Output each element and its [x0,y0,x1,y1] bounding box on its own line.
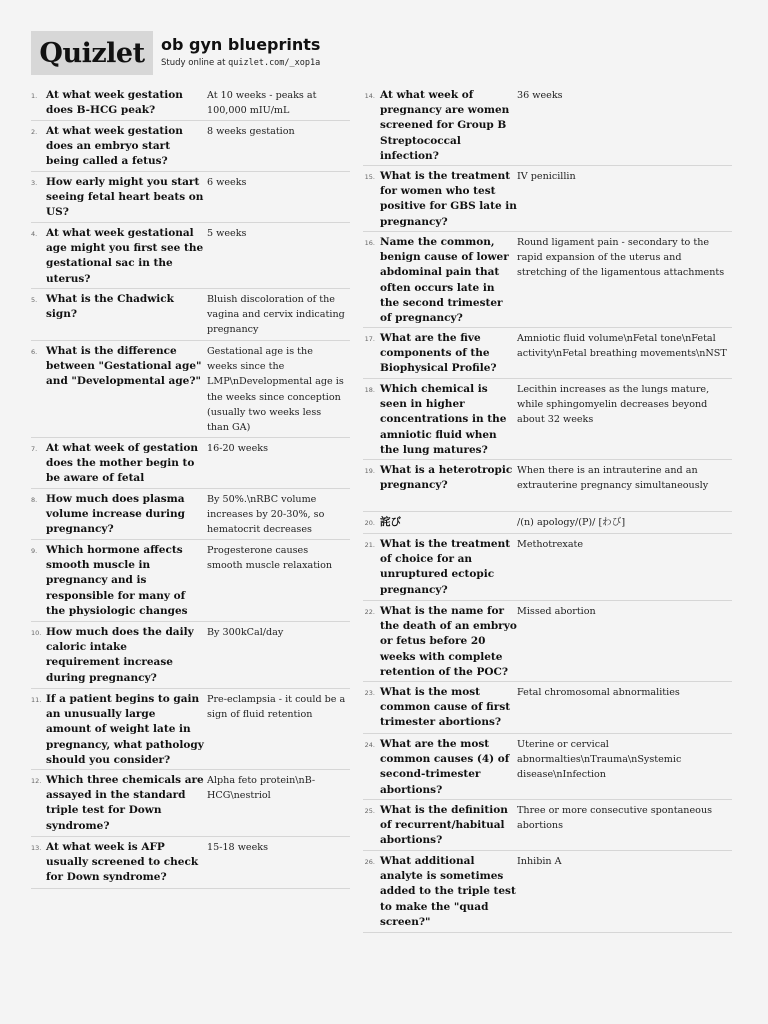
card-term: What is the name for the death of an embryo or fetus before 20 weeks with complete retention of the POC? [380,605,517,678]
subtitle-prefix: Study online at [161,58,229,68]
card-term: What is the Chadwick sign? [46,293,174,321]
card-term: If a patient begins to gain an unusually large amount of weight late in pregnancy, what pathology should you consider? [46,693,204,766]
card-definition: 8 weeks gestation [207,126,295,137]
card-number: 21. [364,541,375,549]
left-column [31,85,350,889]
page-subtitle [161,58,320,68]
card-number: 13. [31,844,42,852]
card-term: What is the treatment for women who test positive for GBS late in pregnancy? [380,170,517,228]
card-definition: Methotrexate [517,539,584,550]
flashcard-row [31,289,350,341]
card-definition: Progesterone causes smooth muscle relaxation [207,545,333,572]
card-definition: When there is an intrauterine and an extrauterine pregnancy simultaneously [517,465,709,492]
flashcard-row [31,172,350,223]
flashcard-row [363,601,732,682]
card-definition: 36 weeks [517,90,563,101]
card-number: 15. [364,173,375,181]
card-number: 7. [31,445,38,453]
card-definition: By 50%.\nRBC volume increases by 20-30%, so hematocrit decreases [207,494,325,536]
flashcard-row [31,489,350,540]
card-term: What additional analyte is sometimes added to the triple test to make the "quad screen?" [380,855,516,928]
card-number: 6. [31,348,38,356]
flashcard-row [363,512,732,534]
flashcard-row [363,460,732,512]
card-definition: Lecithin increases as the lungs mature, while sphingomyelin decreases beyond about 32 weeks [517,384,710,426]
card-term: At what week gestation does an embryo start being called a fetus? [46,125,183,168]
flashcard-row [31,770,350,837]
card-term: Name the common, benign cause of lower abdominal pain that often occurs late in the second trimester of pregnancy? [380,236,509,325]
card-term: How early might you start seeing fetal heart beats on US? [46,176,204,219]
card-term: Which chemical is seen in higher concentrations in the amniotic fluid when the lung matures? [380,383,507,456]
card-definition: /(n) apology/(P)/ [わび] [517,517,626,528]
card-definition: 16-20 weeks [207,443,269,454]
flashcard-row [31,223,350,289]
header [31,31,731,75]
flashcard-row [31,837,350,889]
flashcard-row [31,540,350,622]
flashcard-row [363,534,732,601]
card-term: 詫び [380,516,401,528]
card-definition: Gestational age is the weeks since the LMP\nDevelopmental age is the weeks since conception (usually two weeks less than GA) [207,346,344,434]
card-definition: 6 weeks [207,177,247,188]
flashcard-row [363,851,732,933]
flashcard-row [363,85,732,166]
card-number: 24. [364,741,375,749]
card-definition: Pre-eclampsia - it could be a sign of fluid retention [207,694,346,721]
card-term: At what week gestational age might you first see the gestational sac in the uterus? [46,227,204,285]
card-number: 20. [364,519,375,527]
card-definition: By 300kCal/day [207,627,284,638]
flashcard-row [31,689,350,770]
subtitle-url[interactable]: quizlet.com/_xop1a [228,58,321,68]
card-term: How much does plasma volume increase during pregnancy? [46,493,185,536]
card-definition: At 10 weeks - peaks at 100,000 mIU/mL [207,90,317,117]
card-definition: 5 weeks [207,228,247,239]
card-definition: IV penicillin [517,171,576,182]
card-definition: Inhibin A [517,856,562,867]
card-term: At what week of gestation does the mother begin to be aware of fetal [46,442,199,485]
card-term: At what week is AFP usually screened to check for Down syndrome? [46,841,199,884]
flashcard-row [31,438,350,489]
card-number: 10. [31,629,42,637]
card-term: What is the treatment of choice for an unruptured ectopic pregnancy? [380,538,511,596]
card-number: 5. [31,296,38,304]
card-term: At what week gestation does B-HCG peak? [46,89,183,117]
card-definition: Uterine or cervical abnormalties\nTrauma\nSystemic disease\nInfection [517,739,682,781]
card-number: 9. [31,547,38,555]
quizlet-logo[interactable]: Quizlet [31,31,153,75]
flashcard-row [363,734,732,800]
card-number: 18. [364,386,375,394]
card-number: 25. [364,807,375,815]
card-number: 26. [364,858,375,866]
card-definition: Missed abortion [517,606,596,617]
flashcard-row [31,85,350,121]
card-term: At what week of pregnancy are women screened for Group B Streptococcal infection? [380,89,510,162]
card-definition: 15-18 weeks [207,842,269,853]
card-term: What are the five components of the Biophysical Profile? [380,332,497,375]
card-number: 17. [364,335,375,343]
card-definition: Three or more consecutive spontaneous abortions [517,805,713,832]
right-column [363,85,732,933]
card-number: 8. [31,496,38,504]
card-number: 3. [31,179,38,187]
flashcard-row [31,121,350,172]
card-definition: Fetal chromosomal abnormalities [517,687,680,698]
card-number: 4. [31,230,38,238]
card-definition: Amniotic fluid volume\nFetal tone\nFetal activity\nFetal breathing movements\nNST [517,333,727,360]
card-term: What is the most common cause of first trimester abortions? [380,686,511,729]
card-number: 12. [31,777,42,785]
flashcard-row [31,341,350,438]
flashcard-row [363,232,732,328]
card-definition: Alpha feto protein\nB-HCG\nestriol [207,775,316,802]
card-number: 11. [31,696,42,704]
card-number: 2. [31,128,38,136]
card-term: How much does the daily caloric intake requirement increase during pregnancy? [46,626,194,684]
card-number: 14. [364,92,375,100]
flashcard-row [363,166,732,232]
card-term: What are the most common causes (4) of second-trimester abortions? [380,738,510,796]
card-number: 1. [31,92,38,100]
card-definition: Bluish discoloration of the vagina and cervix indicating pregnancy [207,294,345,336]
flashcard-row [31,622,350,689]
card-term: What is the definition of recurrent/habitual abortions? [380,804,508,847]
card-number: 22. [364,608,375,616]
card-term: What is the difference between "Gestational age" and "Developmental age?" [46,345,202,388]
flashcard-row [363,328,732,379]
card-definition: Round ligament pain - secondary to the rapid expansion of the uterus and stretching of the ligamentous attachments [517,237,725,279]
card-number: 23. [364,689,375,697]
card-term: Which hormone affects smooth muscle in pregnancy and is responsible for many of the physiologic changes [46,544,188,617]
page-title: ob gyn blueprints [161,35,321,54]
card-term: Which three chemicals are assayed in the standard triple test for Down syndrome? [46,774,204,832]
card-term: What is a heterotropic pregnancy? [380,464,513,492]
card-number: 19. [364,467,375,475]
card-number: 16. [364,239,375,247]
flashcard-row [363,379,732,460]
flashcard-row [363,682,732,734]
flashcard-row [363,800,732,851]
